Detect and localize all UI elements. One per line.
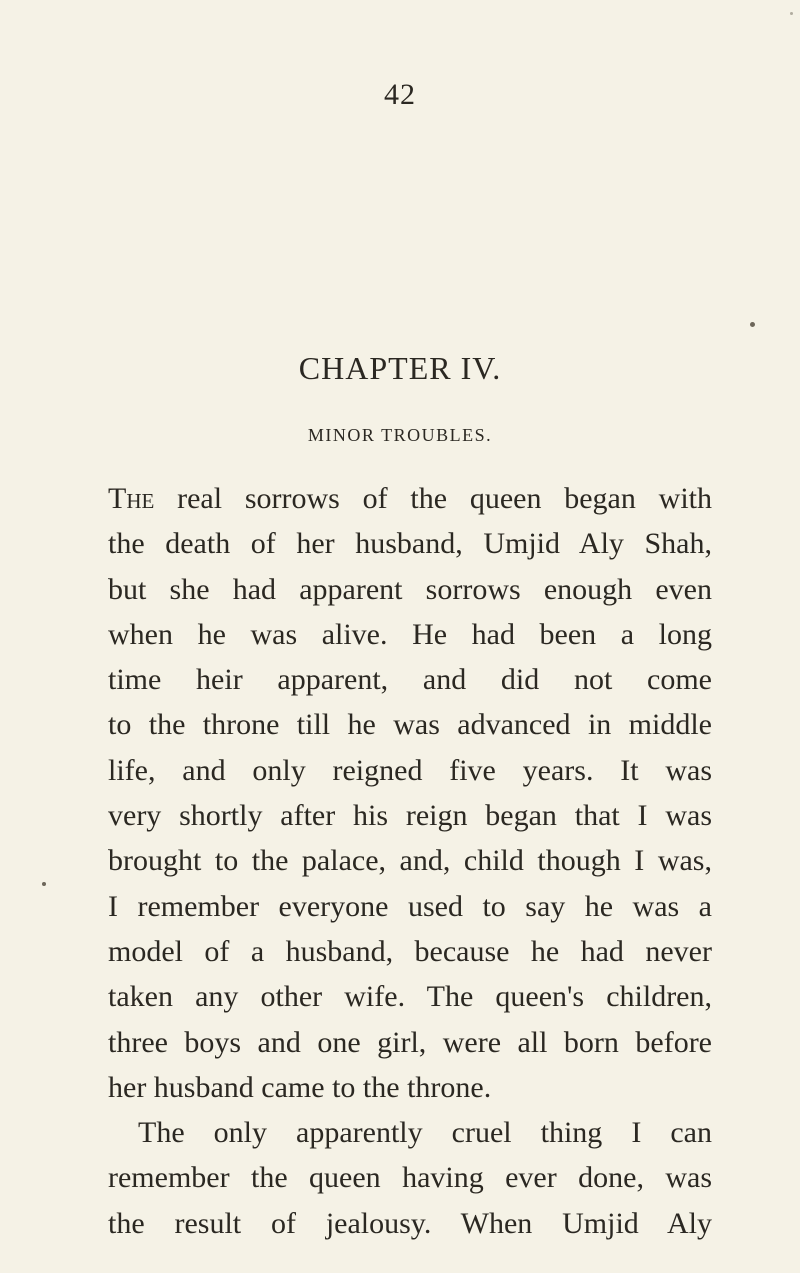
text-line: but she had apparent sorrows enough even [108,572,712,606]
chapter-subtitle: MINOR TROUBLES. [307,425,493,445]
text-line [108,476,712,521]
paper-speck [790,12,793,15]
text-line-content: real sorrows of the queen began with [177,482,712,515]
paper-speck [42,882,46,886]
text-line: The only apparently cruel thing I can [138,1116,712,1150]
chapter-title: CHAPTER IV. [298,350,502,386]
text-line: very shortly after his reign began that I was [108,799,712,833]
text-line: three boys and one girl, were all born before [108,1025,712,1059]
page-number: 42 [384,78,416,111]
text-line: her husband came to the throne. [108,1070,492,1104]
text-line: the death of her husband, Umjid Aly Shah, [108,527,712,561]
lead-word: The [108,482,155,515]
text-line: the result of jealousy. When Umjid Aly [108,1206,712,1240]
text-line: when he was alive. He had been a long [108,617,712,651]
text-line: model of a husband, because he had never [108,934,712,968]
text-line: time heir apparent, and did not come [108,663,712,697]
body-text [108,476,712,1246]
text-line: taken any other wife. The queen's children, [108,980,712,1014]
text-line: to the throne till he was advanced in middle [108,708,712,742]
text-line: remember the queen having ever done, was [108,1161,712,1195]
text-line: life, and only reigned five years. It was [108,753,712,787]
text-line: brought to the palace, and, child though I was, [108,844,712,878]
paper-speck [750,322,755,327]
text-line: I remember everyone used to say he was a [108,889,712,923]
